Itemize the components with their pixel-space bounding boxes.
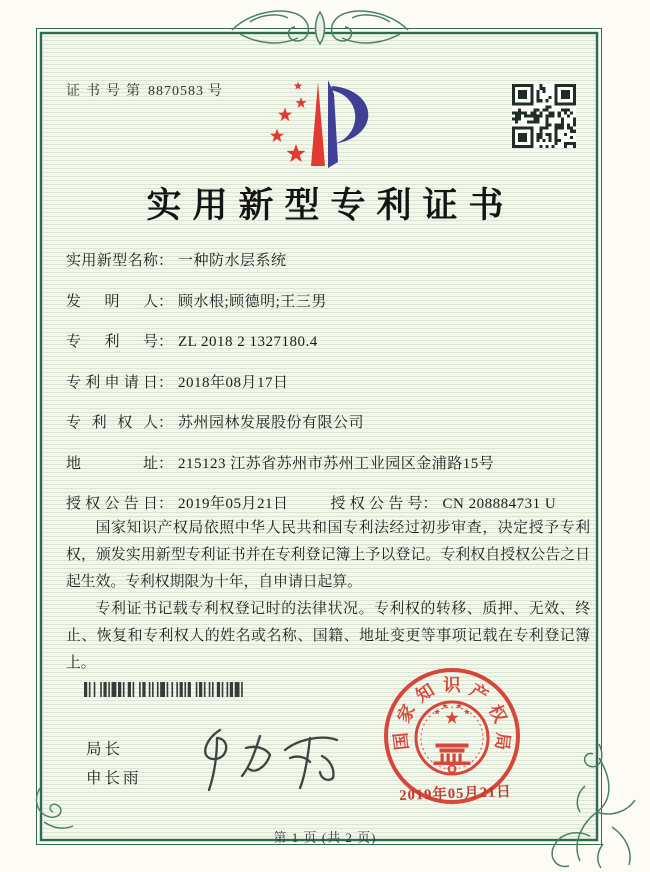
field-row-patentee (66, 412, 592, 453)
field-value: CN 208884731 U (442, 496, 557, 512)
legal-text-block (66, 515, 590, 677)
field-colon: ： (158, 334, 174, 350)
director-block (86, 735, 142, 793)
field-row-patent-number (66, 331, 592, 372)
certificate-number-suffix: 号 (208, 84, 222, 99)
logo-stars (270, 82, 307, 163)
field-colon: ： (158, 253, 174, 269)
certificate-number-value: 8870583 (148, 84, 204, 99)
barcode (84, 682, 246, 697)
field-value: 2018年08月17日 (178, 374, 289, 391)
field-value: 顾水根;顾德明;王三男 (178, 293, 327, 310)
logo-blue-wedge (328, 80, 338, 168)
field-label: 专利申请日 (66, 374, 158, 391)
field-colon: ： (158, 455, 174, 472)
director-name: 申长雨 (86, 770, 142, 787)
qr-code (512, 84, 576, 148)
field-value: ZL 2018 2 1327180.4 (178, 334, 318, 350)
field-label: 授权公告号 (330, 496, 423, 512)
field-label: 发明人 (66, 293, 158, 310)
field-row-address (66, 453, 592, 494)
certificate-title: 实用新型专利证书 (146, 186, 515, 225)
page-footer: 第 1 页 (共 2 页) (273, 830, 377, 845)
field-value: 苏州园林发展股份有限公司 (178, 415, 365, 431)
field-label: 地址 (66, 455, 158, 472)
svg-text:产: 产 (466, 679, 492, 706)
field-colon: ： (422, 496, 438, 512)
field-value: 一种防水层系统 (178, 253, 287, 269)
certificate-fields (66, 250, 592, 534)
field-colon: ： (158, 374, 174, 391)
national-emblem (416, 702, 488, 774)
certificate-number (66, 80, 222, 100)
svg-text:家: 家 (393, 701, 419, 726)
field-label: 授权公告日 (66, 496, 158, 512)
field-label: 专利权人 (66, 415, 158, 431)
logo-red-wedge (311, 82, 325, 166)
svg-text:局: 局 (491, 731, 514, 752)
director-title-label: 局长 (86, 741, 124, 758)
svg-text:权: 权 (485, 701, 511, 726)
field-value: 2019年05月21日 (178, 496, 289, 512)
svg-text:识: 识 (443, 675, 461, 695)
certificate-number-prefix: 证书号第 (66, 84, 146, 99)
field-label: 专利号 (66, 334, 158, 350)
field-row-utility-model-name (66, 250, 592, 291)
cnipa-logo (256, 74, 392, 174)
field-value: 215123 江苏省苏州市苏州工业园区金浦路15号 (178, 455, 495, 472)
field-row-filing-date (66, 372, 592, 413)
seal-date: 2019年05月21日 (399, 784, 513, 804)
field-colon: ： (158, 496, 174, 512)
svg-text:国: 国 (390, 731, 413, 752)
field-colon: ： (158, 415, 174, 431)
director-signature (182, 710, 357, 800)
legal-paragraph: 专利证书记载专利权登记时的法律状况。专利权的转移、质押、无效、终止、恢复和专利权人的姓名或名称、国籍、地址变更等事项记载在专利登记簿上。 (66, 601, 590, 671)
field-colon: ： (158, 293, 174, 310)
legal-paragraph: 国家知识产权局依照中华人民共和国专利法经过初步审查，决定授予专利权，颁发实用新型专利证书并在专利登记簿上予以登记。专利权自授权公告之日起生效。专利权期限为十年，自申请日起算。 (66, 520, 590, 590)
field-grant-number (331, 493, 557, 515)
field-label: 实用新型名称 (66, 253, 158, 269)
field-grant-date (66, 493, 289, 515)
svg-text:知: 知 (412, 679, 438, 706)
field-row-inventors (66, 291, 592, 332)
